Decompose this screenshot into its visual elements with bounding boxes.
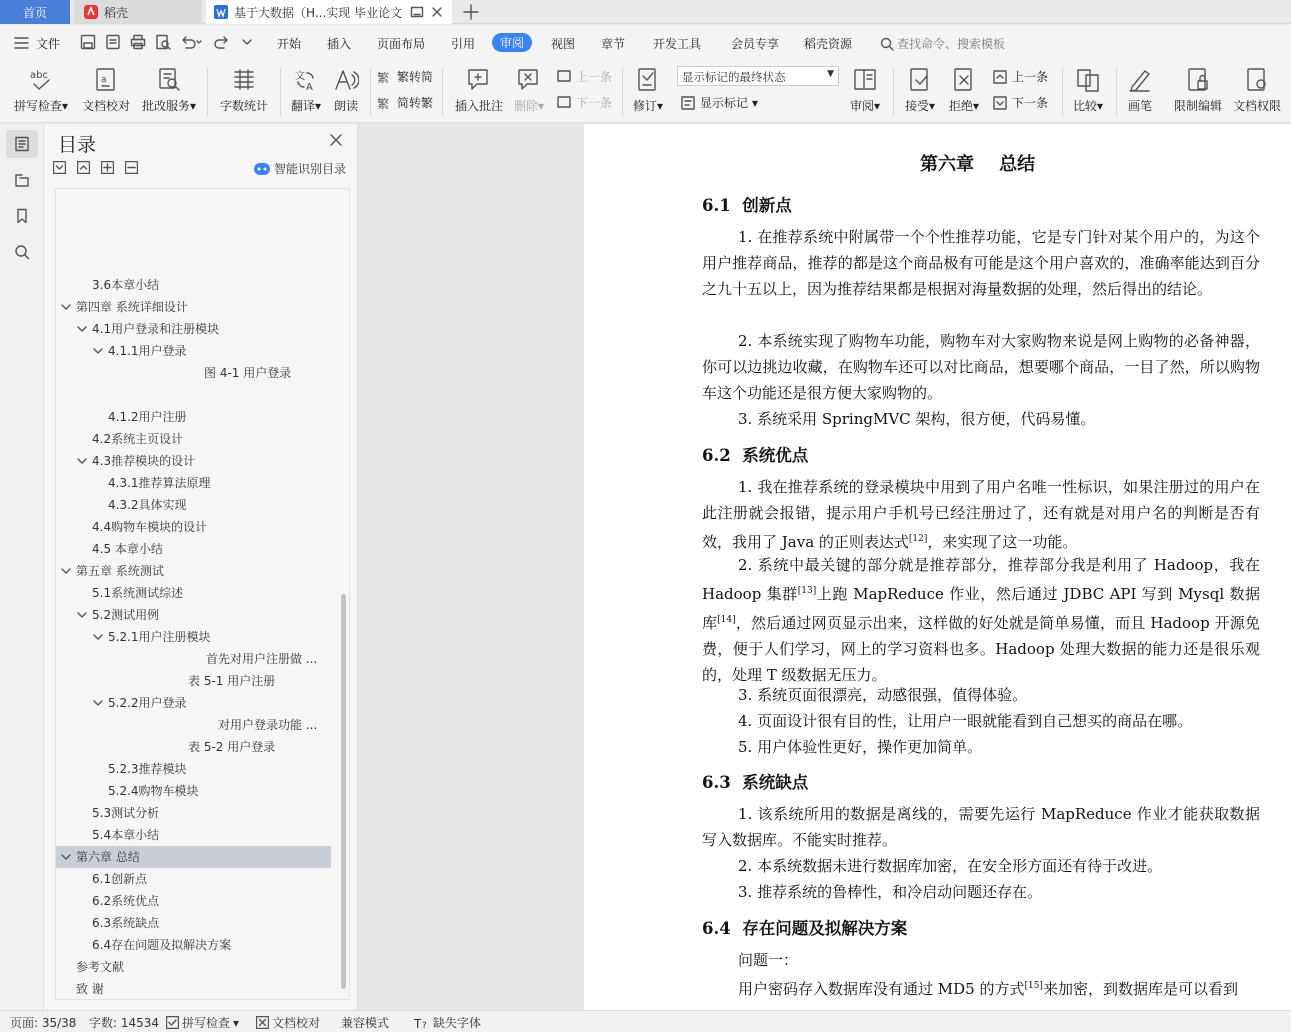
close-panel-icon[interactable] xyxy=(330,134,342,146)
insert-comment-button[interactable] xyxy=(452,67,506,114)
ribbon-separator xyxy=(442,67,443,117)
tab-document-label: 基于大数据（H...实现 毕业论文 xyxy=(234,5,402,20)
delete-comment-label: 删除 xyxy=(513,99,538,113)
ribbon-separator xyxy=(1062,67,1063,117)
toc-item[interactable]: 6.1创新点 xyxy=(92,872,148,886)
prev-change-icon xyxy=(992,69,1008,85)
print-preview-icon[interactable] xyxy=(155,34,171,50)
chevron-down-icon[interactable] xyxy=(77,324,87,334)
redo-icon[interactable] xyxy=(214,34,230,50)
toc-panel-toggle[interactable] xyxy=(6,130,38,158)
toc-item[interactable]: 4.4购物车模块的设计 xyxy=(92,520,208,534)
checkbox-icon xyxy=(166,1016,179,1029)
toc-item[interactable]: 5.1系统测试综述 xyxy=(92,586,184,600)
chevron-down-icon[interactable] xyxy=(93,632,103,642)
toc-item[interactable]: 5.2.3推荐模块 xyxy=(108,762,187,776)
accept-icon xyxy=(907,67,933,93)
toc-item[interactable]: 第五章 系统测试 xyxy=(76,564,164,578)
word-count-status[interactable]: 字数: 14534 xyxy=(89,1016,160,1030)
next-comment-button[interactable] xyxy=(556,94,612,111)
convert-simp-icon xyxy=(377,95,393,111)
missing-font-status[interactable] xyxy=(414,1014,481,1031)
document-margin-area xyxy=(358,124,584,1010)
chevron-down-icon[interactable] xyxy=(61,566,71,576)
paragraph: 2. 本系统数据未进行数据库加密，在安全形方面还有待于改进。 xyxy=(738,857,1163,875)
svg-text:a: a xyxy=(101,75,107,85)
tab-home-label: 首页 xyxy=(22,5,47,20)
paragraph xyxy=(702,973,1260,1002)
toc-item[interactable]: 6.4存在问题及拟解决方案 xyxy=(92,938,232,952)
toc-item[interactable]: 5.2.4购物车模块 xyxy=(108,784,199,798)
toc-item[interactable]: 5.3测试分析 xyxy=(92,806,160,820)
track-changes-label: 修订 xyxy=(632,99,657,113)
citation: [12] xyxy=(908,534,928,544)
toc-item[interactable]: 4.1用户登录和注册模块 xyxy=(92,322,220,336)
spell-check-status[interactable]: 拼写检查 ▾ xyxy=(166,1014,239,1031)
read-aloud-label: 朗读 xyxy=(333,99,358,113)
word-count-label: 字数统计 xyxy=(219,99,268,113)
save-icon[interactable] xyxy=(80,34,96,50)
remove-item-icon[interactable] xyxy=(125,161,138,174)
document-page[interactable] xyxy=(584,124,1291,1010)
menu-start[interactable]: 开始 xyxy=(277,37,302,51)
section-heading: 6.3 系统缺点 xyxy=(702,773,809,792)
paragraph: 1. 该系统所用的数据是离线的，需要先运行 MapReduce 作业才能获取数据写入数据库。不能实时推荐。 xyxy=(702,805,1260,849)
tab-document[interactable] xyxy=(206,0,452,24)
toc-item[interactable]: 5.2测试用例 xyxy=(92,608,160,622)
show-markup-icon xyxy=(680,95,696,111)
batch-service-button[interactable]: 批改服务▾ xyxy=(139,67,199,114)
citation: [13] xyxy=(797,586,817,596)
batch-service-label: 批改服务 xyxy=(141,99,190,113)
command-search-placeholder: 查找命令、搜索模板 xyxy=(897,37,1006,51)
toc-panel xyxy=(44,124,358,1010)
chevron-down-icon: ▼ xyxy=(827,69,834,79)
menu-review[interactable]: 审阅 xyxy=(492,33,532,52)
smart-toc-icon xyxy=(254,163,270,175)
ribbon-separator xyxy=(207,67,208,117)
restrict-editing-icon xyxy=(1185,67,1211,93)
more-chevron-icon[interactable] xyxy=(240,34,254,50)
toc-list xyxy=(55,188,350,1000)
search-icon xyxy=(880,37,894,51)
citation: [14] xyxy=(717,615,736,625)
toc-item[interactable]: 4.1.2用户注册 xyxy=(108,410,187,424)
toc-item-selected[interactable]: 第六章 总结 xyxy=(56,846,331,868)
track-changes-icon xyxy=(635,67,661,93)
translate-button[interactable]: 文 A 翻译▾ xyxy=(287,67,325,114)
paragraph: 2. 本系统实现了购物车功能，购物车对大家购物来说是网上购物的必备神器，你可以边挑边收藏，在购物车还可以对比商品，想要哪个商品，一目了然，所以购物车这个功能还是很方便大家购物的。 xyxy=(702,332,1260,402)
accept-label: 接受 xyxy=(904,99,929,113)
menu-developer[interactable]: 开发工具 xyxy=(653,37,702,51)
paragraph: 3. 推荐系统的鲁棒性，和冷启动问题还存在。 xyxy=(738,883,1043,901)
toc-item[interactable]: 3.6本章小结 xyxy=(92,278,160,292)
proofread-icon xyxy=(93,67,119,93)
compare-label: 比较 xyxy=(1072,99,1097,113)
markup-state-value: 显示标记的最终状态 xyxy=(682,70,786,84)
trad-simp-label: 繁转简 xyxy=(397,70,434,84)
doc-proofread-label: 文档校对 xyxy=(81,99,130,113)
reject-button[interactable]: 拒绝▾ xyxy=(946,67,982,114)
tab-docer[interactable] xyxy=(74,0,202,24)
close-tab-icon[interactable] xyxy=(430,5,444,19)
svg-text:?: ? xyxy=(422,1020,427,1030)
chapter-title: 第六章 总结 xyxy=(920,154,1036,175)
ribbon-separator xyxy=(370,67,371,117)
toc-item[interactable]: 4.5 本章小结 xyxy=(92,542,163,556)
collapse-all-icon[interactable] xyxy=(77,161,90,174)
menu-view[interactable]: 视图 xyxy=(551,37,576,51)
next-change-button[interactable] xyxy=(992,94,1048,111)
toc-item[interactable]: 表 5-2 用户登录 xyxy=(188,740,276,754)
doc-rights-icon xyxy=(1244,67,1270,93)
prev-comment-icon xyxy=(556,69,572,85)
paragraph: 3. 系统页面很漂亮，动感很强，值得体验。 xyxy=(738,686,1028,704)
find-icon[interactable] xyxy=(14,244,30,260)
prev-comment-button[interactable] xyxy=(556,68,612,85)
paragraph: 3. 系统采用 SpringMVC 架构，很方便，代码易懂。 xyxy=(738,410,1096,428)
doc-proofread-button[interactable] xyxy=(80,67,132,114)
proofread-status-icon xyxy=(256,1016,269,1029)
spell-check-button[interactable]: abc 拼写检查▾ xyxy=(12,67,70,114)
smart-toc-button[interactable] xyxy=(254,160,346,177)
pen-button[interactable] xyxy=(1124,67,1156,114)
expand-all-icon[interactable] xyxy=(53,161,66,174)
reject-label: 拒绝 xyxy=(948,99,973,113)
spell-check-status-label: 拼写检查 xyxy=(182,1016,231,1030)
show-markup-label: 显示标记 xyxy=(700,96,749,110)
paragraph-text: 1. 我在推荐系统的登录模块中用到了用户名唯一性标识，如果注册过的用户在此注册就会报错，提示用户手机号已经注册过了，还有就是对用户名的判断是否有效，我用了 Java 的正则表达式 xyxy=(702,478,1260,551)
section-heading: 6.2 系统优点 xyxy=(702,446,809,465)
paragraph-text: 来加密，到数据库是可以看到 xyxy=(1042,980,1238,998)
translate-icon xyxy=(293,67,319,93)
svg-text:繁: 繁 xyxy=(377,70,390,85)
paragraph-text: 上跑 MapReduce 作业，然后通过 JDBC API 写到 Mysql 数据库 xyxy=(702,585,1261,632)
chevron-down-icon[interactable] xyxy=(93,346,103,356)
next-comment-icon xyxy=(556,95,572,111)
citation: [15] xyxy=(1024,981,1043,991)
docer-logo-icon xyxy=(84,5,98,19)
menu-member[interactable]: 会员专享 xyxy=(731,37,780,51)
toc-item[interactable]: 致 谢 xyxy=(76,982,104,996)
svg-text:A: A xyxy=(306,82,313,93)
toc-item[interactable]: 参考文献 xyxy=(76,960,125,974)
tab-docer-label: 稻壳 xyxy=(104,5,129,20)
toc-icon xyxy=(14,136,30,152)
convert-trad-icon xyxy=(377,69,393,85)
review-pane-button[interactable]: 审阅▾ xyxy=(847,67,883,114)
chapter-nav-icon[interactable] xyxy=(14,172,30,188)
batch-service-icon xyxy=(156,67,182,93)
add-item-icon[interactable] xyxy=(101,161,114,174)
tab-home[interactable] xyxy=(0,0,70,24)
accept-button[interactable]: 接受▾ xyxy=(902,67,938,114)
doc-rights-button[interactable] xyxy=(1230,67,1284,114)
show-markup-button[interactable]: 显示标记 ▾ xyxy=(680,94,758,111)
word-count-button[interactable] xyxy=(218,67,270,114)
toc-item[interactable]: 第四章 系统详细设计 xyxy=(76,300,188,314)
ribbon-separator xyxy=(622,67,623,117)
toc-item[interactable]: 4.3推荐模块的设计 xyxy=(92,454,196,468)
track-changes-button[interactable]: 修订▾ xyxy=(630,67,666,114)
paragraph: 1. 在推荐系统中附属带一个个性推荐功能，它是专门针对某个用户的，为这个用户推荐商品，推荐的都是这个商品极有可能是这个用户喜欢的，准确率能达到百分之九十五以上，因为推荐结果都是根据对海量数据的处理，然后得出的结论。 xyxy=(702,228,1260,298)
toc-item[interactable]: 4.1.1用户登录 xyxy=(108,344,187,358)
toc-item[interactable]: 6.3系统缺点 xyxy=(92,916,160,930)
translate-label: 翻译 xyxy=(290,99,315,113)
menu-docer-resources[interactable]: 稻壳资源 xyxy=(804,37,853,51)
insert-comment-icon xyxy=(466,67,492,93)
doc-rights-label: 文档权限 xyxy=(1232,99,1281,113)
compare-icon xyxy=(1075,67,1101,93)
simp-trad-button[interactable] xyxy=(377,94,433,111)
insert-comment-label: 插入批注 xyxy=(454,99,503,113)
restrict-editing-label: 限制编辑 xyxy=(1173,99,1222,113)
prev-change-button[interactable] xyxy=(992,68,1048,85)
section-heading: 6.4 存在问题及拟解决方案 xyxy=(702,919,908,938)
paragraph xyxy=(702,552,1260,688)
svg-text:文: 文 xyxy=(295,71,305,82)
undo-icon[interactable] xyxy=(180,34,202,50)
toc-item[interactable]: 4.2系统主页设计 xyxy=(92,432,184,446)
delete-comment-button[interactable]: 删除▾ xyxy=(511,67,547,114)
paragraph: 4. 页面设计很有目的性，让用户一眼就能看到自己想买的商品在哪。 xyxy=(738,712,1193,730)
toc-item[interactable]: 4.3.1推荐算法原理 xyxy=(108,476,211,490)
section-heading: 6.1 创新点 xyxy=(702,196,792,215)
next-change-label: 下一条 xyxy=(1012,96,1049,110)
markup-state-select[interactable] xyxy=(677,66,839,86)
menu-chapter[interactable]: 章节 xyxy=(601,37,626,51)
hamburger-icon[interactable] xyxy=(14,36,30,50)
prev-comment-label: 上一条 xyxy=(576,70,613,84)
toc-item[interactable]: 5.2.2用户登录 xyxy=(108,696,187,710)
toc-panel-title: 目录 xyxy=(58,134,97,156)
window-icon[interactable] xyxy=(410,5,424,19)
missing-font-icon xyxy=(414,1016,430,1030)
page-indicator[interactable]: 页面: 35/38 xyxy=(10,1016,77,1030)
paragraph-text: ，来实现了这一功能。 xyxy=(927,533,1078,551)
restrict-editing-button[interactable] xyxy=(1170,67,1226,114)
command-search[interactable] xyxy=(880,35,1005,52)
review-pane-icon xyxy=(852,67,878,93)
svg-text:T: T xyxy=(414,1016,422,1030)
toc-item[interactable]: 5.4本章小结 xyxy=(92,828,160,842)
chevron-down-icon[interactable] xyxy=(77,456,87,466)
toc-item[interactable]: 表 5-1 用户注册 xyxy=(188,674,276,688)
delete-comment-icon xyxy=(516,67,542,93)
read-aloud-button[interactable] xyxy=(331,67,361,114)
export-pdf-icon[interactable] xyxy=(105,34,121,50)
review-ribbon xyxy=(0,61,1291,123)
chevron-down-icon[interactable] xyxy=(61,302,71,312)
menu-file[interactable]: 文件 xyxy=(36,37,61,51)
paragraph: 5. 用户体验性更好，操作更加简单。 xyxy=(738,738,983,756)
ribbon-separator xyxy=(1116,67,1117,117)
paragraph-text: 2. 系统中最关键的部分就是推荐部分，推荐部分我是利用了 Hadoop，我在 Hadoop 集群 xyxy=(702,556,1260,603)
menu-insert[interactable]: 插入 xyxy=(327,37,352,51)
bookmark-icon[interactable] xyxy=(14,208,30,224)
paragraph-text: 用户密码存入数据库没有通过 MD5 的方式 xyxy=(738,980,1025,998)
proofread-status-label: 文档校对 xyxy=(272,1016,321,1030)
ribbon-separator xyxy=(280,67,281,117)
writer-logo-icon xyxy=(214,5,228,19)
toc-item[interactable]: 对用户登录功能 ... xyxy=(218,718,318,732)
menu-references[interactable]: 引用 xyxy=(451,37,476,51)
paragraph xyxy=(702,474,1260,555)
review-pane-label: 审阅 xyxy=(849,99,874,113)
title-bar xyxy=(0,0,1291,24)
paragraph: 问题一： xyxy=(738,951,799,969)
toc-scrollbar[interactable] xyxy=(341,594,346,989)
word-count-icon xyxy=(231,67,257,93)
toc-item[interactable]: 6.2系统优点 xyxy=(92,894,160,908)
pen-label: 画笔 xyxy=(1127,99,1152,113)
smart-toc-label: 智能识别目录 xyxy=(274,162,347,176)
ribbon-separator xyxy=(893,67,894,117)
svg-text:繁: 繁 xyxy=(377,96,390,111)
toc-item[interactable]: 首先对用户注册做 ... xyxy=(206,652,318,666)
chevron-down-icon[interactable] xyxy=(61,852,71,862)
trad-simp-button[interactable] xyxy=(377,68,433,85)
svg-text:abc: abc xyxy=(30,70,48,81)
status-bar xyxy=(0,1010,1291,1032)
prev-change-label: 上一条 xyxy=(1012,70,1049,84)
menu-bar xyxy=(0,25,1291,61)
chevron-down-icon[interactable] xyxy=(93,698,103,708)
simp-trad-label: 简转繁 xyxy=(397,96,434,110)
pen-icon xyxy=(1127,67,1153,93)
nav-sidebar-strip xyxy=(0,124,44,1010)
read-aloud-icon xyxy=(333,67,359,93)
compare-button[interactable]: 比较▾ xyxy=(1070,67,1106,114)
toc-item[interactable]: 5.2.1用户注册模块 xyxy=(108,630,211,644)
next-comment-label: 下一条 xyxy=(576,96,613,110)
print-icon[interactable] xyxy=(130,34,146,50)
proofread-status[interactable] xyxy=(256,1014,320,1031)
spell-check-label: 拼写检查 xyxy=(13,99,62,113)
compat-mode-status[interactable]: 兼容模式 xyxy=(341,1016,390,1030)
spell-check-icon xyxy=(28,67,54,93)
paragraph-text: ，然后通过网页显示出来，这样做的好处就是简单易懂，而且 Hadoop 开源免费，便于人们学习，网上的学习资料也多。Hadoop 处理大数据的能力还是很乐观的，处理 T 级数据无压力。 xyxy=(702,614,1260,684)
toc-item[interactable]: 图 4-1 用户登录 xyxy=(204,366,292,380)
missing-font-label: 缺失字体 xyxy=(433,1016,482,1030)
menu-page-layout[interactable]: 页面布局 xyxy=(377,37,426,51)
chevron-down-icon[interactable] xyxy=(77,610,87,620)
toc-item[interactable]: 4.3.2具体实现 xyxy=(108,498,187,512)
reject-icon xyxy=(951,67,977,93)
next-change-icon xyxy=(992,95,1008,111)
new-tab-icon[interactable] xyxy=(462,3,480,21)
